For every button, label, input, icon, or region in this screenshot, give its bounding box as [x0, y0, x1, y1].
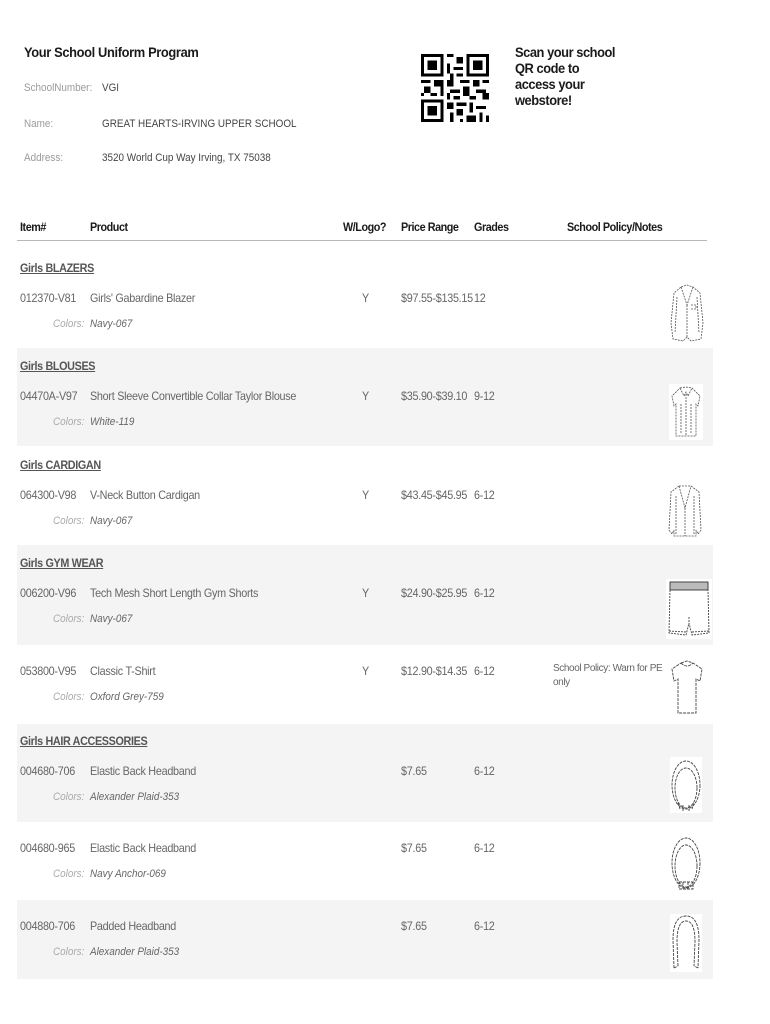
price-range: $12.90-$14.35	[401, 664, 468, 678]
grades: 6-12	[474, 488, 495, 502]
school-address-row	[24, 152, 290, 164]
product-name: Short Sleeve Convertible Collar Taylor Blouse	[90, 389, 297, 403]
grades: 6-12	[474, 919, 495, 933]
cardigan-icon	[667, 482, 703, 538]
item-number: 064300-V98	[20, 488, 77, 502]
col-header-grades: Grades	[474, 220, 509, 234]
school-name-row	[24, 118, 318, 130]
colors-label: Colors:	[53, 613, 85, 625]
qr-instructions: Scan your school QR code to access your webstore!	[515, 44, 616, 108]
col-header-item: Item#	[20, 220, 46, 234]
logo-flag: Y	[362, 586, 369, 600]
colors-label: Colors:	[53, 416, 85, 428]
logo-flag: Y	[362, 664, 369, 678]
product-name: Elastic Back Headband	[90, 841, 197, 855]
price-range: $7.65	[401, 841, 427, 855]
colors-value: Navy Anchor-069	[90, 868, 166, 880]
price-range: $97.55-$135.15	[401, 291, 473, 305]
colors-value: White-119	[90, 416, 135, 428]
colors-value: Alexander Plaid-353	[90, 946, 180, 958]
blouse-icon	[669, 384, 703, 440]
product-name: Tech Mesh Short Length Gym Shorts	[90, 586, 259, 600]
item-number: 004680-965	[20, 841, 75, 855]
item-number: 004680-706	[20, 764, 75, 778]
product-name: V-Neck Button Cardigan	[90, 488, 200, 502]
t-shirt-icon	[669, 659, 705, 715]
price-range: $35.90-$39.10	[401, 389, 468, 403]
col-header-notes: School Policy/Notes	[567, 220, 663, 234]
gym-shorts-icon	[666, 579, 712, 639]
blazer-icon	[667, 283, 707, 343]
school-policy-note: School Policy: Warn for PE only	[553, 663, 663, 688]
category-heading: Girls HAIR ACCESSORIES	[20, 734, 148, 748]
product-name: Girls' Gabardine Blazer	[90, 291, 196, 305]
padded-headband-icon	[670, 914, 702, 972]
price-range: $43.45-$45.95	[401, 488, 468, 502]
table-row	[17, 822, 713, 900]
table-row	[17, 645, 713, 724]
product-name: Padded Headband	[90, 919, 177, 933]
table-row	[17, 446, 713, 545]
table-row	[17, 545, 713, 645]
category-heading: Girls GYM WEAR	[20, 556, 104, 570]
grades: 6-12	[474, 841, 495, 855]
grades: 6-12	[474, 764, 495, 778]
item-number: 04470A-V97	[20, 389, 78, 403]
school-number-value: VGI	[102, 82, 120, 94]
logo-flag: Y	[362, 291, 369, 305]
price-range: $7.65	[401, 764, 427, 778]
logo-flag: Y	[362, 389, 369, 403]
header-divider	[17, 240, 707, 241]
item-number: 004880-706	[20, 919, 75, 933]
grades: 12	[474, 291, 486, 305]
colors-label: Colors:	[53, 318, 85, 330]
program-title: Your School Uniform Program	[24, 44, 199, 60]
category-heading: Girls BLOUSES	[20, 359, 96, 373]
grades: 6-12	[474, 586, 495, 600]
col-header-price: Price Range	[401, 220, 459, 234]
school-name-value: GREAT HEARTS-IRVING UPPER SCHOOL	[102, 118, 297, 130]
school-name-label: Name:	[24, 118, 54, 130]
school-address-value: 3520 World Cup Way Irving, TX 75038	[102, 152, 271, 164]
school-number-row	[24, 82, 121, 94]
logo-flag: Y	[362, 488, 369, 502]
product-name: Classic T-Shirt	[90, 664, 156, 678]
colors-value: Navy-067	[90, 613, 133, 625]
col-header-logo: W/Logo?	[343, 220, 387, 234]
grades: 9-12	[474, 389, 495, 403]
item-number: 012370-V81	[20, 291, 77, 305]
colors-label: Colors:	[53, 691, 85, 703]
colors-value: Navy-067	[90, 318, 133, 330]
category-heading: Girls BLAZERS	[20, 261, 94, 275]
table-row	[17, 348, 713, 446]
category-heading: Girls CARDIGAN	[20, 458, 101, 472]
grades: 6-12	[474, 664, 495, 678]
headband-icon	[670, 834, 702, 892]
table-row	[17, 900, 713, 979]
headband-icon	[670, 757, 702, 813]
item-number: 053800-V95	[20, 664, 77, 678]
colors-label: Colors:	[53, 515, 85, 527]
col-header-product: Product	[90, 220, 128, 234]
colors-value: Oxford Grey-759	[90, 691, 164, 703]
price-range: $24.90-$25.95	[401, 586, 468, 600]
colors-label: Colors:	[53, 868, 85, 880]
price-range: $7.65	[401, 919, 427, 933]
table-row	[17, 250, 713, 348]
qr-code-icon[interactable]	[421, 54, 489, 157]
school-address-label: Address:	[24, 152, 64, 164]
colors-value: Alexander Plaid-353	[90, 791, 180, 803]
colors-label: Colors:	[53, 791, 85, 803]
product-name: Elastic Back Headband	[90, 764, 197, 778]
colors-label: Colors:	[53, 946, 85, 958]
item-number: 006200-V96	[20, 586, 77, 600]
colors-value: Navy-067	[90, 515, 133, 527]
school-number-label: SchoolNumber:	[24, 82, 93, 94]
table-row	[17, 724, 713, 822]
